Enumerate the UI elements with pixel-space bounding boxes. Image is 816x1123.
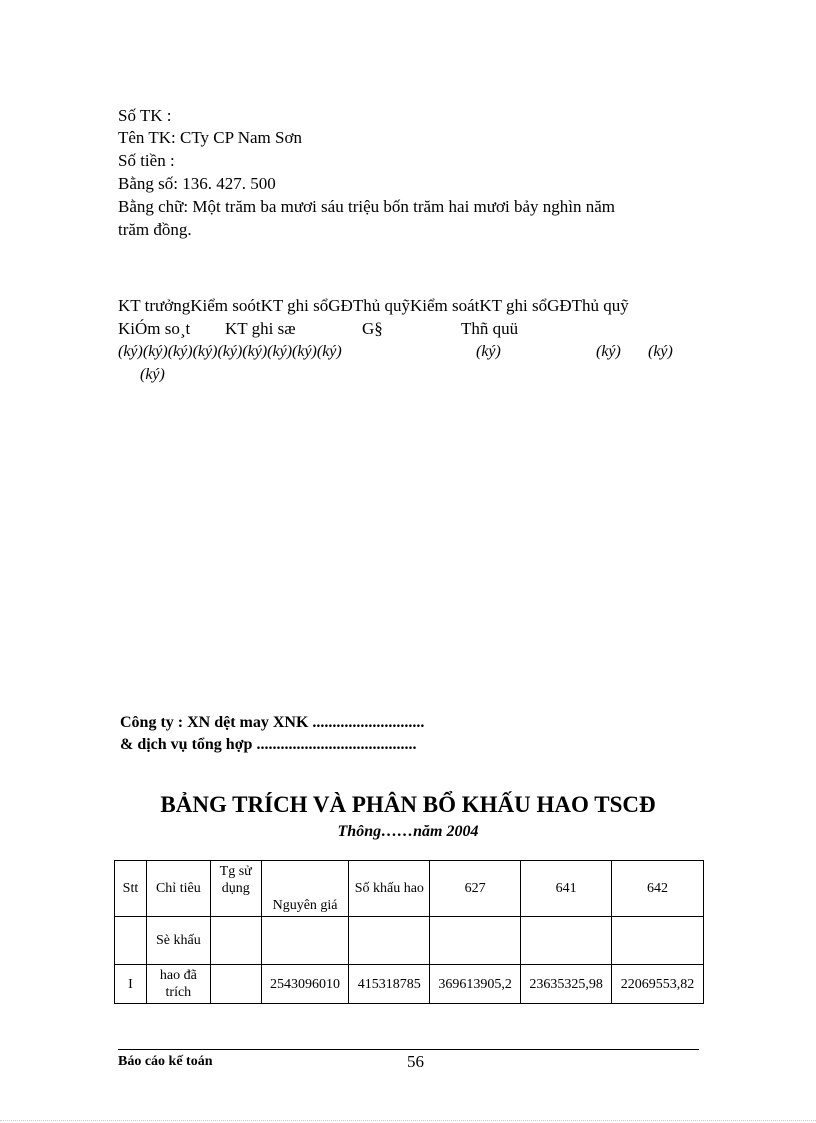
table-sub-row [115, 917, 704, 965]
ky-mark: (ký) [648, 343, 673, 360]
ky-mark: (ký) [140, 366, 165, 383]
sig-kt-ghi-1: KT ghi [260, 296, 309, 315]
cell-641: 23635325,98 [521, 965, 612, 1004]
ky-mark: (ký) [476, 343, 501, 360]
amount-in-words: Bằng chữ: Một trăm ba mươi sáu triệu bốn trăm hai mươi bảy nghìn năm [118, 197, 615, 216]
depreciation-table [114, 860, 704, 1004]
sig-row2-kiem-soat: KiÓm so¸t [118, 319, 191, 338]
header-nguyen-gia: Nguyên giá [261, 861, 349, 917]
report-subtitle: Thông……năm 2004 [337, 823, 479, 840]
sig-soot: soót [232, 296, 261, 315]
ky-mark: (ký) [596, 343, 621, 360]
company-name: Công ty : XN dệt may XNK ............................ [120, 714, 425, 731]
header-chi-tieu: Chỉ tiêu [146, 861, 210, 917]
cell-so-khau-hao: 415318785 [349, 965, 430, 1004]
header-stt: Stt [115, 861, 147, 917]
header-tg-su-dung: Tg sử dụng [210, 861, 261, 917]
page-edge [0, 1120, 816, 1121]
cell-642: 22069553,82 [612, 965, 704, 1004]
sig-thu-quy-2: Thủ quỹ [571, 296, 629, 315]
sub-label: Sè khấu [146, 917, 210, 965]
sig-gd-2: GĐ [547, 296, 572, 315]
cell-chi-tieu: hao đã trích [146, 965, 210, 1004]
sig-so-2: sổ [531, 296, 548, 315]
amount-in-words-cont: trăm đồng. [118, 220, 192, 239]
account-number-line: Số TK : [118, 106, 172, 125]
footer-divider [118, 1049, 699, 1050]
cell-nguyen-gia: 2543096010 [261, 965, 349, 1004]
header-so-khau-hao: Số khấu hao [349, 861, 430, 917]
sig-so-1: sổ [313, 296, 329, 315]
header-627: 627 [430, 861, 521, 917]
sig-kt-truong: KT trưởng [118, 296, 191, 315]
page-number: 56 [407, 1052, 424, 1071]
cell-stt: I [115, 965, 147, 1004]
company-name-cont: & dịch vụ tổng hợp ........................................ [120, 736, 417, 753]
amount-in-numbers: Bằng số: 136. 427. 500 [118, 174, 276, 193]
sig-thu-quy-1: Thủ quỹ [352, 296, 410, 315]
signature-row-1 [118, 296, 629, 316]
account-name-line: Tên TK: CTy CP Nam Sơn [118, 128, 302, 147]
footer-label: Báo cáo kế toán [118, 1054, 213, 1069]
sig-kiem-1: Kiểm [190, 296, 228, 315]
table-header-row [115, 861, 704, 917]
sig-gd-1: GĐ [328, 296, 353, 315]
sig-row2-gd: G§ [362, 319, 383, 338]
sig-row2-thu-quy: Thñ quü [461, 319, 519, 338]
table-row [115, 965, 704, 1004]
report-title: BẢNG TRÍCH VÀ PHÂN BỔ KHẤU HAO TSCĐ [160, 792, 656, 817]
header-642: 642 [612, 861, 704, 917]
sig-soat: soát [452, 296, 480, 315]
header-641: 641 [521, 861, 612, 917]
sig-kiem-2: Kiểm [409, 296, 448, 315]
ky-run: (ký)(ký)(ký)(ký)(ký)(ký)(ký)(ký)(ký) [118, 343, 342, 360]
cell-627: 369613905,2 [430, 965, 521, 1004]
sig-row2-kt-ghi-so: KT ghi sæ [225, 319, 296, 338]
sig-kt-ghi-2: KT ghi [479, 296, 528, 315]
cell-tg [210, 965, 261, 1004]
amount-line: Số tiền : [118, 151, 175, 170]
